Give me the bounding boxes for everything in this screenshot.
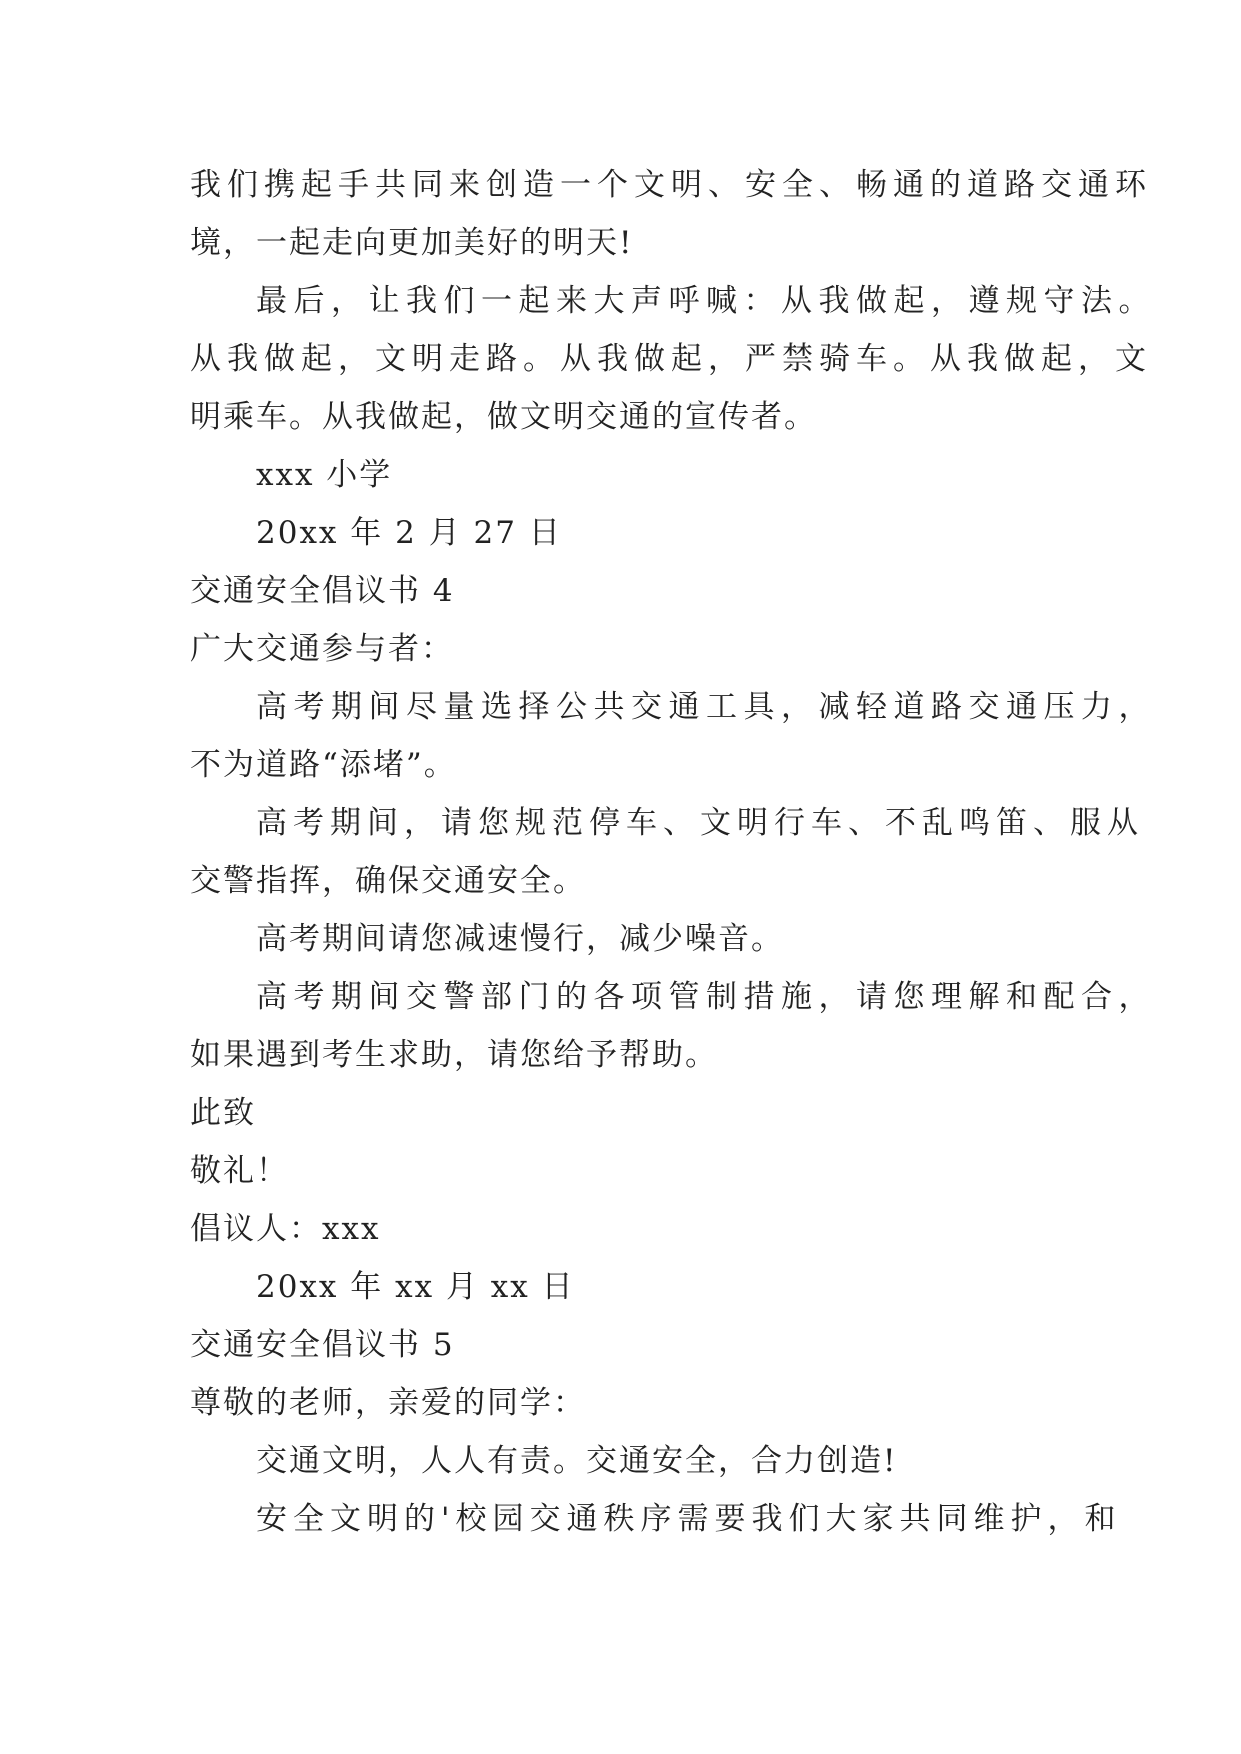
paragraph-line: 境，一起走向更加美好的明天! <box>190 225 634 261</box>
paragraph-line: 安全文明的'校园交通秩序需要我们大家共同维护，和 <box>256 1501 1122 1537</box>
signature-name: 倡议人：xxx <box>190 1211 381 1247</box>
signature-date: 20xx 年 xx 月 xx 日 <box>256 1269 575 1305</box>
paragraph-line: 不为道路“添堵”。 <box>190 747 457 783</box>
closing-line: 此致 <box>190 1095 256 1131</box>
paragraph-line: 高考期间请您减速慢行，减少噪音。 <box>256 921 784 957</box>
section-title: 交通安全倡议书 4 <box>190 573 455 609</box>
paragraph-line: 高考期间交警部门的各项管制措施，请您理解和配合， <box>256 979 1156 1015</box>
section-title: 交通安全倡议书 5 <box>190 1327 455 1363</box>
paragraph-line: 如果遇到考生求助，请您给予帮助。 <box>190 1037 718 1073</box>
signature-date: 20xx 年 2 月 27 日 <box>256 515 562 551</box>
salutation: 广大交通参与者： <box>190 631 454 667</box>
paragraph-line: 明乘车。从我做起，做文明交通的宣传者。 <box>190 399 817 435</box>
paragraph-line: 交警指挥，确保交通安全。 <box>190 863 586 899</box>
paragraph-line: 我们携起手共同来创造一个文明、安全、畅通的道路交通环 <box>190 167 1152 203</box>
paragraph-line: 高考期间尽量选择公共交通工具，减轻道路交通压力， <box>256 689 1156 725</box>
salutation: 尊敬的老师，亲爱的同学： <box>190 1385 586 1421</box>
closing-line: 敬礼！ <box>190 1153 289 1189</box>
paragraph-line: 最后，让我们一起来大声呼喊：从我做起，遵规守法。 <box>256 283 1156 319</box>
signature-school: xxx 小学 <box>256 457 393 493</box>
paragraph-line: 从我做起，文明走路。从我做起，严禁骑车。从我做起，文 <box>190 341 1152 377</box>
paragraph-line: 交通文明，人人有责。交通安全，合力创造! <box>256 1443 898 1479</box>
paragraph-line: 高考期间，请您规范停车、文明行车、不乱鸣笛、服从 <box>256 805 1144 841</box>
